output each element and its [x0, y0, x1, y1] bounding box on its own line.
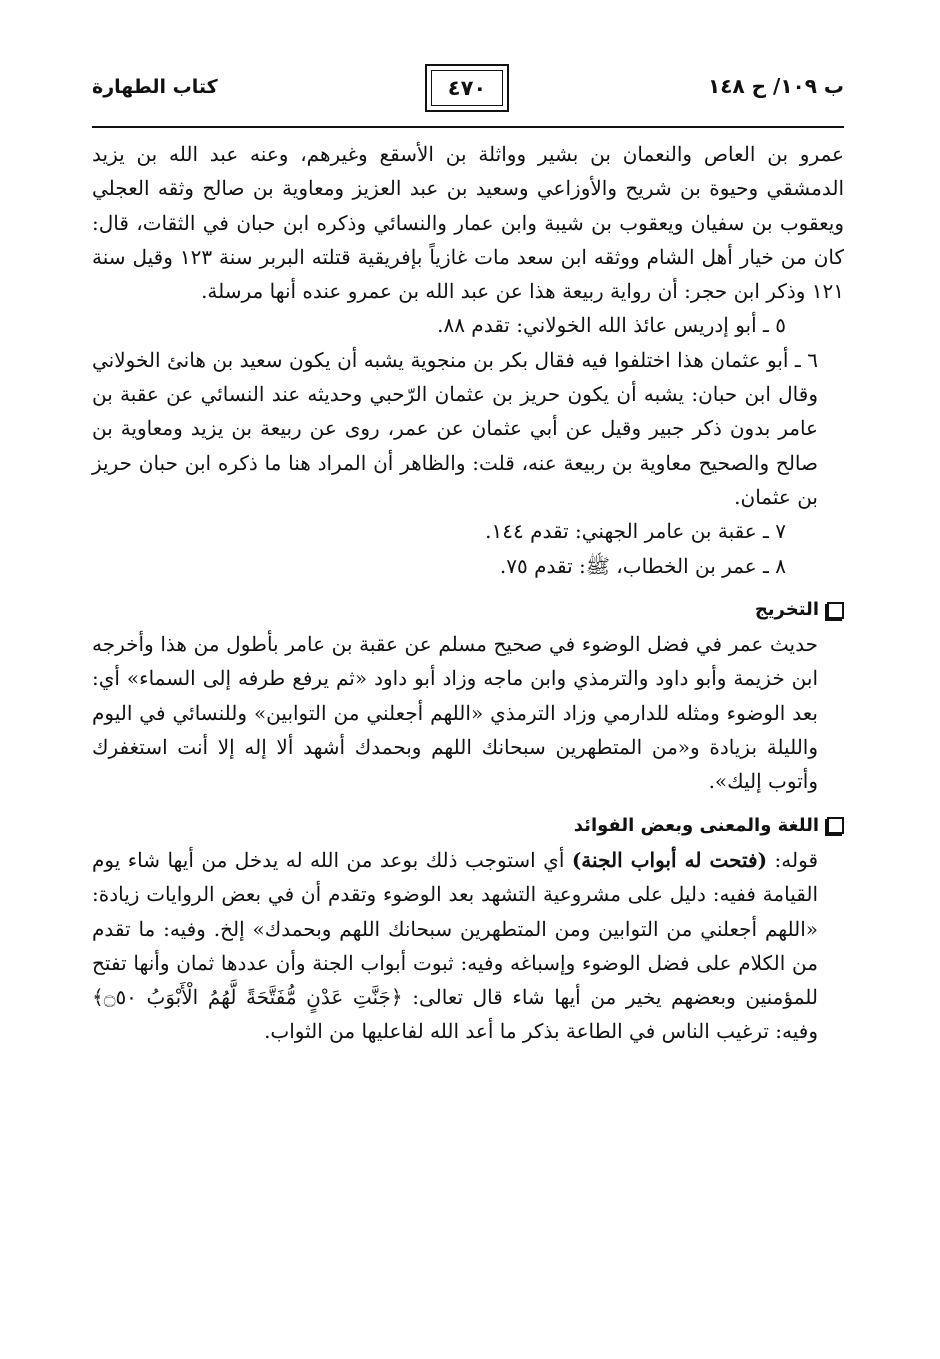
lugha-heading — [92, 809, 844, 843]
page-number-text: ٤٧٠ — [447, 76, 487, 100]
hadith-reference: ب ١٠٩/ ح ١٤٨ — [708, 74, 844, 98]
lugha-heading-text: اللغة والمعنى وبعض الفوائد — [573, 814, 819, 836]
lugha-quote: (فتحت له أبواب الجنة) — [571, 847, 768, 872]
page-number — [425, 64, 509, 112]
lugha-paragraph — [92, 843, 844, 1049]
narrator-bio-paragraph: عمرو بن العاص والنعمان بن بشير وواثلة بن الأسقع وغيرهم، وعنه عبد الله بن يزيد الدمشقي وحيوة بن شريح والأوزاعي وسعيد بن عبد العزيز ومعاوية بن صالح وثقه العجلي ويعقوب بن سفيان ويعقوب بن شيبة وابن عمار والنسائي وذكره ابن حبان في الثقات، قال: كان من خيار أهل الشام ووثقه ابن سعد مات غازياً بإفريقية قتلته البربر سنة ١٢٣ وقيل سنة ١٢١ وذكر ابن حجر: أن رواية ربيعة هذا عن عبد الله بن عمرو عنده أنها مرسلة. — [92, 142, 844, 304]
takhrij-paragraph: حديث عمر في فضل الوضوء في صحيح مسلم عن عقبة بن عامر بأطول من هذا وأخرجه ابن خزيمة وأبو داود والترمذي وابن ماجه وزاد أبو داود «ثم يرفع طرفه إلى السماء» أي: بعد الوضوء ومثله للدارمي وزاد الترمذي «اللهم أجعلني من التوابين» وللنسائي في اليوم والليلة بزيادة و«من المتطهرين سبحانك اللهم وبحمدك أشهد ألا إله إلا أنت استغفرك وأتوب إليك». — [92, 632, 819, 794]
page-header — [92, 60, 844, 122]
lugha-lead: قوله: — [767, 847, 819, 872]
takhrij-heading — [92, 593, 844, 627]
lugha-text: أي استوجب ذلك بوعد من الله له يدخل من أيها شاء يوم القيامة ففيه: دليل على مشروعية التشهد بعد الوضوء وتقدم أن في بعض الروايات زيادة: «اللهم أجعلني من التوابين ومن المتطهرين سبحانك اللهم وبحمدك» إلخ. وفيه: ما تقدم من الكلام على فضل الوضوء وإسباغه وفيه: ثبوت أبواب الجنة وأن عددها ثمان وأنها تفتح للمؤمنين وبعضهم يخير من أيها شاء قال تعالى: ﴿جَنَّتِ عَدْنٍ مُّفَتَّحَةً لَّهُمُ الْأَبْوَبُ ۝٥٠﴾ وفيه: ترغيب الناس في الطاعة بذكر ما أعد الله لفاعليها من الثواب. — [92, 847, 818, 1044]
page-body — [92, 137, 844, 1049]
narrator-item-5: ٥ ـ أبو إدريس عائذ الله الخولاني: تقدم ٨٨. — [437, 313, 786, 338]
takhrij-heading-text: التخريج — [754, 598, 819, 620]
narrator-item-8: ٨ ـ عمر بن الخطاب، ﷺ: تقدم ٧٥. — [499, 553, 786, 578]
header-divider — [92, 126, 844, 128]
checkbox-square-icon — [827, 602, 844, 619]
checkbox-square-icon — [827, 817, 844, 834]
narrator-item-7: ٧ ـ عقبة بن عامر الجهني: تقدم ١٤٤. — [485, 519, 786, 544]
narrator-item-6: ٦ ـ أبو عثمان هذا اختلفوا فيه فقال بكر بن منجوية يشبه أن يكون سعيد بن هانئ الخولاني وقال ابن حبان: يشبه أن يكون حريز بن عثمان الرّحبي وحديثه عند النسائي عن عقبة بن عامر بدون ذكر جبير وقيل عن أبي عثمان عن عمر، روى عن ربيعة بن يزيد ومعاوية بن صالح والصحيح معاوية بن ربيعة عنه، قلت: والظاهر أن المراد هنا ما ذكره ابن حبان حريز بن عثمان. — [92, 347, 818, 509]
book-title: كتاب الطهارة — [92, 76, 218, 98]
